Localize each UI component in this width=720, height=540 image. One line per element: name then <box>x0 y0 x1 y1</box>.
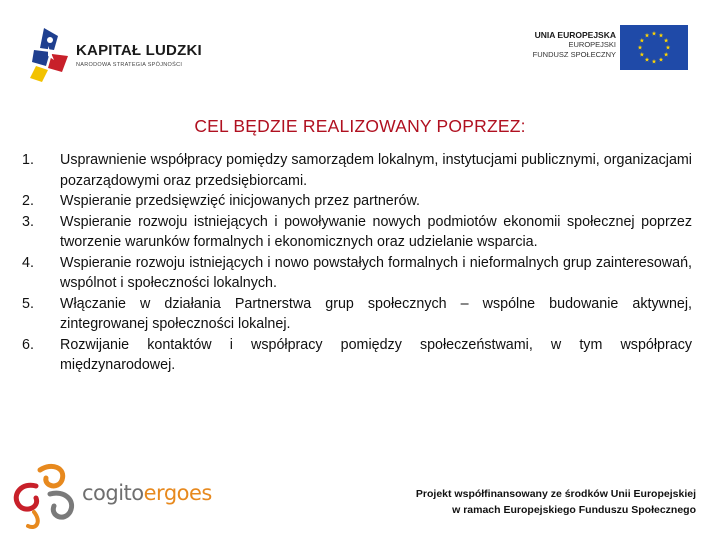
funding-line-2: w ramach Europejskiego Funduszu Społecznego <box>452 504 696 516</box>
list-item-number: 4. <box>22 254 34 271</box>
list-item-text: Wspieranie rozwoju istniejących i nowo powstałych formalnych i nieformalnych grup zainteresowań, wspólnot i społeczności lokalnych. <box>60 254 692 291</box>
funding-line-1: Projekt współfinansowany ze środków Unii Europejskiej <box>415 488 696 500</box>
list-item <box>22 253 692 294</box>
list-item <box>22 294 692 335</box>
list-item <box>22 335 692 376</box>
kapital-ludzki-title: KAPITAŁ LUDZKI <box>76 42 202 59</box>
list-item-text: Włączanie w działania Partnerstwa grup społecznych – wspólne budowanie aktywnej, zintegrowanej społeczności lokalnej. <box>60 295 692 332</box>
brand-part-gray: cogito <box>82 481 144 505</box>
efs-line1: EUROPEJSKI <box>568 40 616 49</box>
page-title: CEL BĘDZIE REALIZOWANY POPRZEZ: <box>194 116 526 136</box>
cogito-logo-icon <box>6 460 82 532</box>
funding-note <box>416 486 696 518</box>
list-item-number: 3. <box>22 213 34 230</box>
list-item <box>22 191 692 212</box>
list-item-text: Wspieranie przedsięwzięć inicjowanych przez partnerów. <box>60 193 420 209</box>
eu-flag-icon <box>620 25 688 70</box>
eu-logo-text <box>533 30 616 60</box>
list-item-text: Rozwijanie kontaktów i współpracy pomiędzy społeczeństwami, w tym współpracy międzynarodowej. <box>60 336 692 373</box>
cogito-brand-name <box>82 481 212 505</box>
brand-part-orange: ergoes <box>143 481 212 505</box>
list-item-number: 1. <box>22 152 34 168</box>
list-item-number: 5. <box>22 295 34 312</box>
list-item <box>22 150 692 191</box>
list-item-number: 6. <box>22 336 34 353</box>
efs-line2: FUNDUSZ SPOŁECZNY <box>532 50 616 59</box>
list-item-text: Wspieranie rozwoju istniejących i powoływanie nowych podmiotów ekonomii społecznej poprzez tworzenie warunków formalnych i ekonomicznych oraz udzielanie wsparcia. <box>60 213 692 250</box>
eu-name: UNIA EUROPEJSKA <box>534 30 616 40</box>
list-item-text: Usprawnienie współpracy pomiędzy samorządem lokalnym, instytucjami publicznymi, organizacjami pozarządowymi oraz przedsiębiorcami. <box>60 152 692 189</box>
kapital-ludzki-subtitle: NARODOWA STRATEGIA SPÓJNOŚCI <box>76 62 183 68</box>
list-item <box>22 212 692 253</box>
goals-list <box>22 150 692 376</box>
list-item-number: 2. <box>22 193 34 209</box>
